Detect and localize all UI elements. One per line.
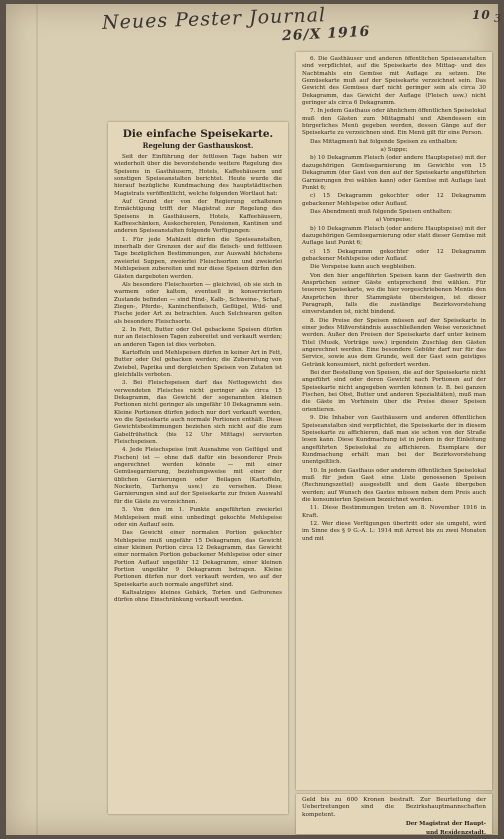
paragraph: 8. Die Preise der Speisen müssen auf der Speisekarte in einer jedes Mißverständnis ausschließenden Weise verzeichnet werden. Außer den Preisen der Speisekarte darf unter keinem Titel (Musik, Vorträge usw.) irgendein Zuschlag den Gästen angerechnet werden. Eine besondere Gebühr darf nur für das Service, sowie aus dem Grunde, weil der Gast sein geistiges Getränk konsumiert, nicht gefordert werden. [302, 317, 486, 368]
paragraph: Seit der Einführung der fettlosen Tage haben wir wiederholt über die bevorstehende weitere Regelung des Speisens in Gasthäusern, Hotels, Kaffeehäusern und sonstigen Speiseanstalten berichtet. Heute wurde die hierauf bezügliche Kundmachung des hauptstädtischen Magistrats veröffentlicht, welche folgenden Wortlaut hat: [114, 154, 282, 197]
clipping-left-column [108, 122, 288, 814]
paragraph: Das Gewicht einer normalen Portion gekochter Mehlspeise muß ungefähr 15 Dekagramm, das Gewicht einer kleinen Portion circa 12 Dekagramm, das Gewicht einer normalen Portion gebackener Mehlspeise oder einer Portion Auflauf ungefähr 12 Dekagramm, einer kleinen Portion ungefähr 9 Dekagramm betragen. Kleine Portionen dürfen nur dort verkauft werden, wo auf der Speisekarte auch normale angeführt sind. [114, 530, 282, 588]
article-subtitle: Regelung der Gasthauskost. [142, 141, 254, 150]
paragraph: 9. Die Inhaber von Gasthäusern und anderen öffentlichen Speiseanstalten sind verpflichtet, die Speisekarte der in diesem Speisekarte zu affichieren, daß man sie schon von der Straße lesen kann. Diese Kundmachung ist in jedem in der Einleitung angeführten Speiselokal zu affichieren. Exemplare der Kundmachung erhält man bei der Bezirksvorstehung unentgeltlich. [302, 415, 486, 466]
paragraph: 6. Die Gasthäuser und anderen öffentlichen Speiseanstalten sind verpflichtet, auf die Speisekarte des Mittag- und des Nachtmahls ein Gemüse mit Auflage zu setzen. Die Gemüsekarte muß auf der Speisekarte verzeichnet sein. Das Gewicht des Gemüses darf nicht geringer sein als circa 30 Dekagramm, das Gewicht der Auflage (Fleisch usw.) nicht geringer als circa 6 Dekagramm. [302, 56, 486, 107]
menu-item: a) Suppe; [380, 147, 408, 154]
archive-number-secondary: 3 [494, 12, 502, 25]
article-title: Die einfache Speisekarte. [122, 128, 274, 140]
menu-item: c) 15 Dekagramm gekochter oder 12 Dekagramm gebackener Mehlspeise oder Auflauf. [302, 248, 486, 262]
paragraph: 11. Diese Bestimmungen treten am 8. November 1916 in Kraft. [302, 505, 486, 519]
menu-item: b) 10 Dekagramm Fleisch (oder andere Hauptspeise) mit der dazugehörigen Gemüsegarnierung oder statt dieser Gemüse mit Auflage laut Punkt 6; [302, 225, 486, 247]
menu-item: a) Vorspeise; [375, 217, 413, 224]
paragraph: Kartoffeln und Mehlspeisen dürfen in keiner Art in Fett, Butter oder Oel gebacken werden; die Zubereitung von Zwiebel, Paprika und dergleichen Speisen von Zutaten ist gleichfalls verboten. [114, 349, 282, 378]
paragraph: Das Abendmenü muß folgende Speisen enthalten: [310, 208, 452, 215]
paragraph: Die Vorspeise kann auch wegbleiben. [310, 264, 417, 271]
paragraph: Als besondere Fleischsorten — gleichviel, ob sie sich in warmem oder kaltem, eventuell in konserviertem Zustande befinden — sind Rind-, Kalb-, Schweine-, Schaf-, Ziegen-, Pferde-, Kaninchenfleisch, Geflügel, Wild- und Fische jeder Art zu betrachten. Auch Selchwaren gelten als besondere Fleischsorte. [114, 281, 282, 325]
signature-line-2: und Residenzstadt. [426, 830, 486, 834]
archive-sheet [6, 4, 502, 835]
paragraph: 4. Jede Fleischspeise (mit Ausnahme von Geflügel und Fischen) ist — ohne daß dafür ein besonderer Preis angerechnet werden könnte — mit einer Gemüsegarnierung, beziehungsweise mit einer der üblichen Garnierungen oder Beilagen (Kartoffeln, Nockerln, Tarhonya usw.) zu versehen. Diese Garnierungen sind auf der Speisekarte zur freien Auswahl für die Gäste zu verzeichnen. [114, 447, 282, 505]
paragraph: 3. Bei Fleischspeisen darf das Nettogewicht des verwendeten Fleisches nicht geringer als circa 15 Dekagramm, das Gewicht der sogenannten kleinen Portionen nicht geringer als ungefähr 10 Dekagramm sein. Kleine Portionen dürfen jedoch nur dort verkauft werden, wo die Speisekarte auch normale Portionen enthält. Diese Gewichtsbestimmungen beziehen sich nicht auf die zum Gabelfrühstück (bis 12 Uhr Mittags) servierten Fleischspeisen. [114, 380, 282, 446]
footer-text: Geld bis zu 600 Kronen bestraft. Zur Beurteilung der Uebertretungen sind die Bezirkshauptmannschaften kompetent. [302, 797, 486, 818]
paragraph: Das Mittagmenü hat folgende Speisen zu enthalten: [310, 138, 458, 145]
menu-item: b) 10 Dekagramm Fleisch (oder andere Hauptspeise) mit der dazugehörigen Gemüsegarnierung im Gewichte von 15 Dekagramm (der Gast von den auf der Speisekarte angeführten Garnierungen frei wählen kann) oder Gemüse mit Auflage laut Punkt 6; [302, 155, 486, 191]
clipping-right-column [296, 52, 492, 790]
clipping-footer [296, 794, 492, 834]
paragraph: Kaltsalziges kleines Gebäck, Torten und Gefrorenes dürfen ohne Einschränkung verkauft werden. [114, 589, 282, 604]
paragraph: Von den hier angeführten Speisen kann der Gastwirth den Ansprüchen seiner Gäste entsprechend frei wählen. Für teuerere Speisekarte, wo die hier vorgeschriebenen Menüs den Ansprüchen ihrer Stammgäste übersteigen, ist dieser Paragraph, falls die zuständige Bezirksvorstehung einverstanden ist, nicht bindend. [302, 272, 486, 316]
paragraph: 10. In jedem Gasthaus oder anderem öffentlichen Speiselokal muß für jeden Gast eine Liste genossenen Speisen (Rechnungszettel) ausgestellt und dem Gaste übergeben werden; auf Wunsch des Gastes müssen neben dem Preis auch die konsumierten Speisen bezeichnet werden. [302, 467, 486, 503]
handwritten-date: 26/X 1916 [281, 23, 371, 45]
paragraph: 7. In jedem Gasthaus oder ähnlichem öffentlichen Speiselokal muß den Gästen zum Mittagmahl und Abendessen ein bürgerliches Menü gegeben werden, dessen Gänge auf der Speisekarte zu verzeichnen sind. Ein Menü gilt für eine Person. [302, 108, 486, 137]
paragraph: 5. Von den im 1. Punkte angeführten zweierlei Mehlspeisen muß eine unbedingt gekochte Mehlspeise oder ein Auflauf sein. [114, 507, 282, 528]
paragraph: Auf Grund der von der Regierung erhaltenen Ermächtigung trifft der Magistrat zur Regelung des Speisens in Gasthäusern, Hotels, Kaffeehäusern, Kaffeeschänken, Auskochereien, Pensionen, Kantinen und anderen Speiseanstalten folgende Verfügungen: [114, 199, 282, 235]
paragraph: 2. In Fett, Butter oder Oel gebackene Speisen dürfen nur an fleischlosen Tagen zubereitet und verkauft werden; an anderen Tagen ist dies verboten. [114, 326, 282, 348]
sheet-fold-line [36, 4, 38, 835]
handwritten-source: Neues Pester Journal [101, 4, 327, 34]
signature-line-1: Der Magistrat der Haupt- [405, 821, 486, 828]
archive-number: 10 [472, 8, 491, 22]
paragraph: Bei der Bestellung von Speisen, die auf der Speisekarte nicht angeführt sind oder deren Gewicht nach Portionen auf der Speisekarte nicht angegeben werden können (z. B. bei ganzen Fischen, bei Obst, Butter und anderen Spezialitäten), muß man die Gäste im Vorhinein über die Preise dieser Speisen orientieren. [302, 370, 486, 413]
paragraph: 1. Für jede Mahlzeit dürfen die Speiseanstalten, innerhalb der Grenzen der auf die fleisch- und fettlosen Tage bezüglichen Bestimmungen, zur Auswahl höchstens zweierlei Suppen, zweierlei Fleischsorten und zweierlei Mehlspeisen zubereiten und nur diese Speisen dürfen den Gästen dargeboten werden. [114, 236, 282, 280]
paragraph: 12. Wer diese Verfügungen übertritt oder sie umgeht, wird im Sinne des § 9 G.-A. L: 1914 mit Arrest bis zu zwei Monaten und mit [302, 520, 486, 542]
menu-item: c) 15 Dekagramm gekochter oder 12 Dekagramm gebackener Mehlspeise oder Auflauf. [302, 193, 486, 207]
